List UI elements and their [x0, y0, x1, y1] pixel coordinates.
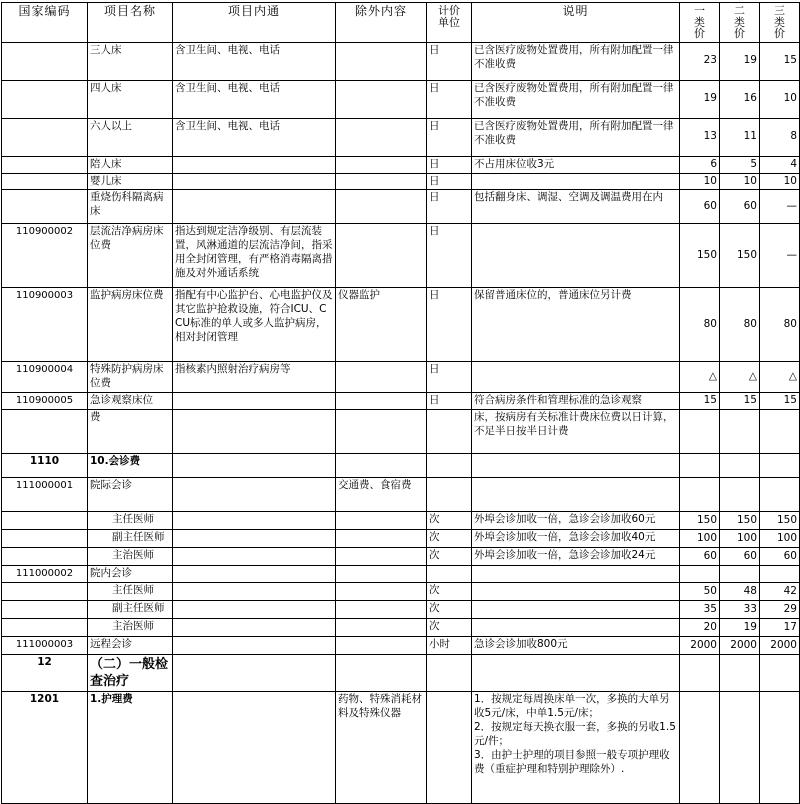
cell-pricing-unit: 日 — [427, 156, 472, 173]
cell-item-name: 院际会诊 — [88, 478, 173, 512]
cell-description: 床，按病房有关标准计费床位费以日计算，不足半日按半日计费 — [472, 410, 680, 454]
cell-price-tier1: 10 — [680, 173, 720, 190]
cell-description: 1．按规定每周换床单一次，多换的大单另收5元/床，中单1.5元/床； 2．按规定每天换衣服一套，多换的另收1.5元/件； 3．由护士护理的项目参照一般专项护理收费（重症护理和特别护理除外）. — [472, 692, 680, 804]
cell-excluded-content — [336, 454, 427, 478]
cell-item-content — [173, 190, 336, 224]
table-row — [2, 42, 800, 80]
cell-item-name: （二）一般检查治疗 — [88, 655, 173, 692]
cell-pricing-unit: 次 — [427, 601, 472, 619]
table-row — [2, 224, 800, 288]
cell-price-tier2: 11 — [720, 118, 760, 156]
tier3-line1: 三 — [774, 4, 785, 17]
cell-price-tier2 — [720, 655, 760, 692]
column-header-price-tier3 — [760, 3, 800, 43]
cell-price-tier3: 15 — [760, 42, 800, 80]
unit-header-line1: 计价 — [438, 4, 460, 17]
column-header-exclude: 除外内容 — [336, 3, 427, 43]
cell-item-name: 主治医师 — [88, 548, 173, 566]
cell-code — [2, 80, 88, 118]
column-header-code: 国家编码 — [2, 3, 88, 43]
cell-description: 包括翻身床、调湿、空调及调温费用在内 — [472, 190, 680, 224]
cell-excluded-content — [336, 637, 427, 655]
cell-price-tier1: 2000 — [680, 637, 720, 655]
table-row — [2, 655, 800, 692]
table-body — [2, 42, 800, 804]
cell-item-name: 重烧伤科隔离病床 — [88, 190, 173, 224]
cell-excluded-content: 交通费、食宿费 — [336, 478, 427, 512]
table-row — [2, 173, 800, 190]
cell-price-tier1 — [680, 566, 720, 583]
cell-price-tier3: 17 — [760, 619, 800, 637]
tier2-line2: 类 — [734, 15, 745, 29]
cell-item-name: 监护病房床位费 — [88, 288, 173, 362]
cell-price-tier2 — [720, 692, 760, 804]
table-row — [2, 410, 800, 454]
cell-code: 110900002 — [2, 224, 88, 288]
cell-price-tier1 — [680, 655, 720, 692]
cell-item-content — [173, 454, 336, 478]
cell-item-name: 10.会诊费 — [88, 454, 173, 478]
cell-description: 外埠会诊加收一倍，急诊会诊加收24元 — [472, 548, 680, 566]
table-row — [2, 566, 800, 583]
cell-pricing-unit — [427, 692, 472, 804]
cell-excluded-content — [336, 118, 427, 156]
cell-code: 1201 — [2, 692, 88, 804]
cell-price-tier2: 16 — [720, 80, 760, 118]
cell-price-tier3: 42 — [760, 583, 800, 601]
cell-price-tier1: 15 — [680, 393, 720, 410]
cell-item-name: 婴儿床 — [88, 173, 173, 190]
cell-description — [472, 478, 680, 512]
cell-price-tier1: △ — [680, 362, 720, 393]
cell-item-content: 含卫生间、电视、电话 — [173, 42, 336, 80]
cell-price-tier1 — [680, 692, 720, 804]
table-row — [2, 601, 800, 619]
cell-description — [472, 619, 680, 637]
cell-item-content — [173, 601, 336, 619]
cell-price-tier1: 100 — [680, 530, 720, 548]
cell-code — [2, 118, 88, 156]
cell-description — [472, 224, 680, 288]
cell-price-tier3 — [760, 566, 800, 583]
cell-price-tier1 — [680, 410, 720, 454]
cell-code: 111000001 — [2, 478, 88, 512]
cell-code — [2, 156, 88, 173]
cell-excluded-content — [336, 566, 427, 583]
cell-item-content — [173, 692, 336, 804]
cell-price-tier2: 10 — [720, 173, 760, 190]
cell-price-tier2: 60 — [720, 548, 760, 566]
cell-price-tier2: 2000 — [720, 637, 760, 655]
cell-price-tier3 — [760, 478, 800, 512]
cell-price-tier2 — [720, 566, 760, 583]
tier1-line3: 价 — [694, 27, 705, 41]
table-row — [2, 619, 800, 637]
cell-item-content: 含卫生间、电视、电话 — [173, 80, 336, 118]
cell-item-content — [173, 655, 336, 692]
cell-price-tier3: 80 — [760, 288, 800, 362]
cell-item-name: 远程会诊 — [88, 637, 173, 655]
cell-pricing-unit: 小时 — [427, 637, 472, 655]
cell-description: 外埠会诊加收一倍，急诊会诊加收60元 — [472, 512, 680, 530]
cell-item-name: 三人床 — [88, 42, 173, 80]
cell-price-tier1: 35 — [680, 601, 720, 619]
cell-price-tier1: 60 — [680, 548, 720, 566]
cell-item-name: 主任医师 — [88, 583, 173, 601]
table-row — [2, 118, 800, 156]
cell-price-tier2: 33 — [720, 601, 760, 619]
table-row — [2, 156, 800, 173]
cell-price-tier3: △ — [760, 362, 800, 393]
cell-price-tier3: 150 — [760, 512, 800, 530]
cell-pricing-unit — [427, 566, 472, 583]
column-header-price-tier1 — [680, 3, 720, 43]
cell-price-tier2 — [720, 454, 760, 478]
cell-price-tier2: 80 — [720, 288, 760, 362]
cell-price-tier2: 100 — [720, 530, 760, 548]
cell-item-content — [173, 566, 336, 583]
table-row — [2, 288, 800, 362]
cell-price-tier1 — [680, 454, 720, 478]
cell-price-tier3 — [760, 655, 800, 692]
cell-price-tier2: 48 — [720, 583, 760, 601]
cell-code — [2, 173, 88, 190]
cell-code: 110900004 — [2, 362, 88, 393]
cell-excluded-content — [336, 619, 427, 637]
tier1-line1: 一 — [694, 4, 705, 17]
cell-price-tier2: 150 — [720, 224, 760, 288]
cell-item-name: 费 — [88, 410, 173, 454]
cell-price-tier3: 10 — [760, 173, 800, 190]
cell-pricing-unit — [427, 478, 472, 512]
cell-item-content — [173, 512, 336, 530]
cell-description: 符合病房条件和管理标准的急诊观察 — [472, 393, 680, 410]
cell-excluded-content — [336, 42, 427, 80]
cell-item-content — [173, 530, 336, 548]
cell-pricing-unit: 日 — [427, 80, 472, 118]
cell-code — [2, 583, 88, 601]
cell-item-content: 含卫生间、电视、电话 — [173, 118, 336, 156]
cell-price-tier2: 150 — [720, 512, 760, 530]
cell-pricing-unit: 日 — [427, 288, 472, 362]
cell-item-name: 副主任医师 — [88, 601, 173, 619]
cell-excluded-content — [336, 530, 427, 548]
unit-header-line2: 单位 — [438, 15, 460, 29]
cell-price-tier3 — [760, 454, 800, 478]
cell-price-tier2: △ — [720, 362, 760, 393]
column-header-content: 项目内通 — [173, 3, 336, 43]
cell-item-name: 主任医师 — [88, 512, 173, 530]
cell-excluded-content — [336, 393, 427, 410]
cell-description — [472, 566, 680, 583]
cell-item-name: 急诊观察床位 — [88, 393, 173, 410]
cell-code — [2, 530, 88, 548]
table-row — [2, 637, 800, 655]
cell-excluded-content — [336, 410, 427, 454]
cell-price-tier3: 8 — [760, 118, 800, 156]
cell-price-tier2: 19 — [720, 619, 760, 637]
cell-price-tier1: 23 — [680, 42, 720, 80]
cell-description: 外埠会诊加收一倍，急诊会诊加收40元 — [472, 530, 680, 548]
cell-price-tier2 — [720, 410, 760, 454]
table-header — [2, 3, 800, 43]
cell-price-tier3: — — [760, 190, 800, 224]
cell-code: 12 — [2, 655, 88, 692]
cell-price-tier1 — [680, 478, 720, 512]
tier2-line1: 二 — [734, 4, 745, 17]
cell-pricing-unit: 日 — [427, 393, 472, 410]
cell-description: 急诊会诊加收800元 — [472, 637, 680, 655]
cell-pricing-unit — [427, 410, 472, 454]
cell-price-tier3: 2000 — [760, 637, 800, 655]
table-row — [2, 583, 800, 601]
column-header-unit — [427, 3, 472, 43]
cell-item-name: 1.护理费 — [88, 692, 173, 804]
cell-item-name: 副主任医师 — [88, 530, 173, 548]
cell-price-tier1: 13 — [680, 118, 720, 156]
cell-item-name: 层流洁净病房床位费 — [88, 224, 173, 288]
cell-price-tier2: 5 — [720, 156, 760, 173]
cell-price-tier3: 15 — [760, 393, 800, 410]
cell-code: 1110 — [2, 454, 88, 478]
cell-description: 保留普通床位的，普通床位另计费 — [472, 288, 680, 362]
cell-price-tier2: 19 — [720, 42, 760, 80]
cell-item-name: 陪人床 — [88, 156, 173, 173]
cell-price-tier1: 150 — [680, 512, 720, 530]
cell-price-tier1: 6 — [680, 156, 720, 173]
cell-price-tier3 — [760, 692, 800, 804]
cell-item-content — [173, 478, 336, 512]
cell-pricing-unit: 日 — [427, 362, 472, 393]
cell-code: 111000003 — [2, 637, 88, 655]
cell-excluded-content — [336, 512, 427, 530]
cell-price-tier3: 10 — [760, 80, 800, 118]
cell-description — [472, 362, 680, 393]
cell-price-tier1: 150 — [680, 224, 720, 288]
cell-excluded-content — [336, 362, 427, 393]
cell-item-content — [173, 156, 336, 173]
cell-excluded-content — [336, 190, 427, 224]
cell-code — [2, 42, 88, 80]
cell-excluded-content — [336, 224, 427, 288]
cell-item-content — [173, 583, 336, 601]
cell-item-content: 指达到规定洁净级别、有层流装置，风淋通道的层流洁净间，指采用全封闭管理，有严格消毒隔离措施及对外通话系统 — [173, 224, 336, 288]
cell-item-name: 院内会诊 — [88, 566, 173, 583]
cell-item-name: 六人以上 — [88, 118, 173, 156]
cell-description — [472, 454, 680, 478]
column-header-price-tier2 — [720, 3, 760, 43]
cell-description: 已含医疗废物处置费用，所有附加配置一律不准收费 — [472, 118, 680, 156]
cell-item-content — [173, 173, 336, 190]
cell-code: 111000002 — [2, 566, 88, 583]
cell-item-name: 四人床 — [88, 80, 173, 118]
cell-excluded-content — [336, 601, 427, 619]
table-row — [2, 512, 800, 530]
cell-item-content — [173, 393, 336, 410]
cell-code — [2, 548, 88, 566]
cell-description: 已含医疗废物处置费用，所有附加配置一律不准收费 — [472, 42, 680, 80]
cell-code — [2, 512, 88, 530]
table-row — [2, 454, 800, 478]
column-header-description: 说明 — [472, 3, 680, 43]
cell-price-tier2: 15 — [720, 393, 760, 410]
cell-pricing-unit: 次 — [427, 530, 472, 548]
cell-excluded-content — [336, 80, 427, 118]
cell-item-content — [173, 637, 336, 655]
cell-price-tier3: 60 — [760, 548, 800, 566]
table-row — [2, 530, 800, 548]
cell-pricing-unit: 日 — [427, 42, 472, 80]
table-row — [2, 548, 800, 566]
price-table-document — [0, 2, 800, 802]
cell-pricing-unit: 次 — [427, 619, 472, 637]
cell-pricing-unit: 日 — [427, 118, 472, 156]
cell-item-content — [173, 548, 336, 566]
cell-price-tier3: — — [760, 224, 800, 288]
cell-pricing-unit — [427, 655, 472, 692]
table-row — [2, 190, 800, 224]
tier1-line2: 类 — [694, 15, 705, 29]
cell-pricing-unit: 次 — [427, 548, 472, 566]
table-row — [2, 362, 800, 393]
tier3-line2: 类 — [774, 15, 785, 29]
cell-price-tier3: 4 — [760, 156, 800, 173]
cell-code — [2, 601, 88, 619]
cell-item-name: 主治医师 — [88, 619, 173, 637]
cell-item-name: 特殊防护病房床位费 — [88, 362, 173, 393]
cell-price-tier2: 60 — [720, 190, 760, 224]
tier3-line3: 价 — [774, 27, 785, 41]
cell-price-tier3: 29 — [760, 601, 800, 619]
cell-pricing-unit: 日 — [427, 224, 472, 288]
cell-price-tier2 — [720, 478, 760, 512]
cell-description: 已含医疗废物处置费用，所有附加配置一律不准收费 — [472, 80, 680, 118]
cell-price-tier1: 50 — [680, 583, 720, 601]
cell-pricing-unit: 日 — [427, 190, 472, 224]
cell-description — [472, 173, 680, 190]
cell-excluded-content — [336, 548, 427, 566]
cell-description — [472, 655, 680, 692]
cell-price-tier1: 19 — [680, 80, 720, 118]
cell-price-tier3 — [760, 410, 800, 454]
column-header-name: 项目名称 — [88, 3, 173, 43]
cell-pricing-unit — [427, 454, 472, 478]
cell-pricing-unit: 日 — [427, 173, 472, 190]
cell-description — [472, 583, 680, 601]
table-row — [2, 80, 800, 118]
cell-price-tier3: 100 — [760, 530, 800, 548]
cell-excluded-content — [336, 583, 427, 601]
cell-description — [472, 601, 680, 619]
cell-excluded-content — [336, 655, 427, 692]
cell-code — [2, 190, 88, 224]
table-row — [2, 393, 800, 410]
cell-code: 110900005 — [2, 393, 88, 410]
medical-price-table — [1, 2, 800, 804]
cell-description: 不占用床位收3元 — [472, 156, 680, 173]
tier2-line3: 价 — [734, 27, 745, 41]
table-row — [2, 692, 800, 804]
cell-code — [2, 410, 88, 454]
cell-price-tier1: 60 — [680, 190, 720, 224]
cell-code: 110900003 — [2, 288, 88, 362]
cell-item-content: 指配有中心监护台、心电监护仪及其它监护抢救设施，符合ICU、CCU标准的单人或多人监护病房，相对封闭管理 — [173, 288, 336, 362]
header-row — [2, 3, 800, 43]
cell-item-content — [173, 410, 336, 454]
cell-price-tier1: 20 — [680, 619, 720, 637]
cell-excluded-content: 仪器监护 — [336, 288, 427, 362]
cell-pricing-unit: 次 — [427, 512, 472, 530]
table-row — [2, 478, 800, 512]
cell-excluded-content — [336, 173, 427, 190]
cell-excluded-content — [336, 156, 427, 173]
cell-item-content — [173, 619, 336, 637]
cell-item-content: 指核素内照射治疗病房等 — [173, 362, 336, 393]
cell-excluded-content: 药物、特殊消耗材料及特殊仪器 — [336, 692, 427, 804]
cell-price-tier1: 80 — [680, 288, 720, 362]
cell-pricing-unit: 次 — [427, 583, 472, 601]
cell-code — [2, 619, 88, 637]
